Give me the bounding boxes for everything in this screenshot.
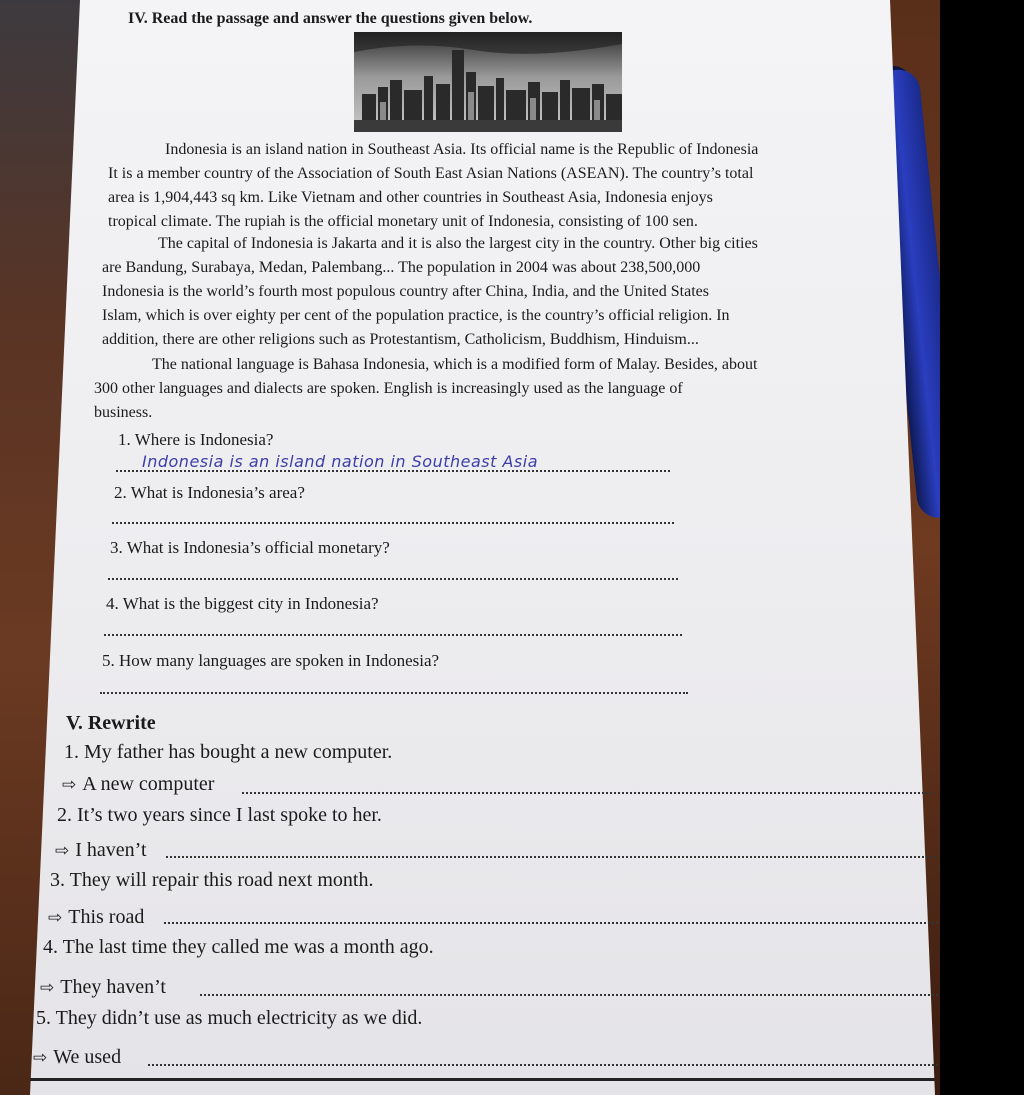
rewrite-answer-line-2[interactable] [166, 856, 936, 858]
hollow-right-arrow-icon: ⇨ [40, 978, 55, 998]
question-3: 3. What is Indonesia’s official monetary? [110, 538, 390, 557]
passage-paragraph-1 [108, 138, 853, 234]
question-5: 5. How many languages are spoken in Indonesia? [102, 651, 440, 670]
passage-line: area is 1,904,443 sq km. Like Vietnam and other countries in Southeast Asia, Indonesia enjoys [108, 189, 713, 206]
answer-line-3[interactable] [108, 578, 678, 580]
passage-line: The national language is Bahasa Indonesia, which is a modified form of Malay. Besides, about [152, 356, 758, 373]
question-2: 2. What is Indonesia’s area? [114, 483, 305, 502]
passage-line: addition, there are other religions such as Protestantism, Catholicism, Buddhism, Hinduism... [102, 331, 699, 348]
passage-line: tropical climate. The rupiah is the official monetary unit of Indonesia, consisting of 100 sen. [108, 213, 698, 230]
hollow-right-arrow-icon: ⇨ [55, 841, 70, 861]
rewrite-sentence-1: 1. My father has bought a new computer. [64, 741, 393, 763]
rewrite-sentence-4: 4. The last time they called me was a month ago. [43, 936, 434, 958]
passage-line: 300 other languages and dialects are spoken. English is increasingly used as the language of [94, 380, 683, 397]
passage-line: are Bandung, Surabaya, Medan, Palembang... The population in 2004 was about 238,500,000 [102, 259, 701, 276]
rewrite-prompt-text: A new computer [82, 773, 215, 795]
passage-paragraph-3 [94, 353, 872, 425]
rewrite-sentence-5: 5. They didn’t use as much electricity as we did. [36, 1007, 423, 1029]
rewrite-answer-line-4[interactable] [200, 994, 938, 996]
city-skyline-photo [354, 32, 622, 132]
hollow-right-arrow-icon: ⇨ [33, 1048, 48, 1068]
rewrite-prompt-4 [40, 976, 166, 999]
hollow-right-arrow-icon: ⇨ [62, 775, 77, 795]
rewrite-sentence-2: 2. It’s two years since I last spoke to her. [57, 804, 382, 826]
passage-line: The capital of Indonesia is Jakarta and it is also the largest city in the country. Other big cities [158, 235, 758, 252]
rewrite-prompt-text: I haven’t [75, 839, 147, 861]
rewrite-prompt-1 [62, 773, 214, 796]
rewrite-prompt-text: We used [53, 1046, 122, 1068]
rewrite-answer-line-3[interactable] [164, 922, 938, 924]
rewrite-sentence-3: 3. They will repair this road next month. [50, 869, 374, 891]
rewrite-prompt-3 [48, 906, 144, 929]
section-4-title: IV. Read the passage and answer the questions given below. [128, 10, 533, 27]
rewrite-prompt-text: They haven’t [60, 976, 166, 998]
rewrite-answer-line-1[interactable] [242, 792, 932, 794]
answer-line-4[interactable] [104, 634, 682, 636]
passage-line: It is a member country of the Association of South East Asian Nations (ASEAN). The country’s total [108, 165, 754, 182]
passage-line: Indonesia is an island nation in Southeast Asia. Its official name is the Republic of Indonesia [165, 141, 759, 158]
page-bottom-rule [30, 1078, 935, 1081]
hollow-right-arrow-icon: ⇨ [48, 908, 63, 928]
passage-line: Indonesia is the world’s fourth most populous country after China, India, and the United States [102, 283, 709, 300]
answer-line-5[interactable] [100, 692, 688, 694]
passage-paragraph-2 [102, 232, 864, 352]
rewrite-prompt-5 [33, 1046, 121, 1069]
section-5-title: V. Rewrite [66, 712, 156, 734]
black-border [940, 0, 1024, 1095]
rewrite-prompt-text: This road [68, 906, 145, 928]
rewrite-prompt-2 [55, 839, 147, 862]
passage-line: Islam, which is over eighty per cent of the population practice, is the country’s official religion. In [102, 307, 730, 324]
rewrite-answer-line-5[interactable] [148, 1064, 938, 1066]
question-1: 1. Where is Indonesia? [118, 430, 274, 449]
passage-line: business. [94, 404, 153, 421]
answer-1-handwritten[interactable]: Indonesia is an island nation in Southeast Asia [142, 452, 538, 471]
answer-line-2[interactable] [112, 522, 674, 524]
answer-line-1[interactable] [116, 470, 670, 472]
question-4: 4. What is the biggest city in Indonesia? [106, 594, 379, 613]
